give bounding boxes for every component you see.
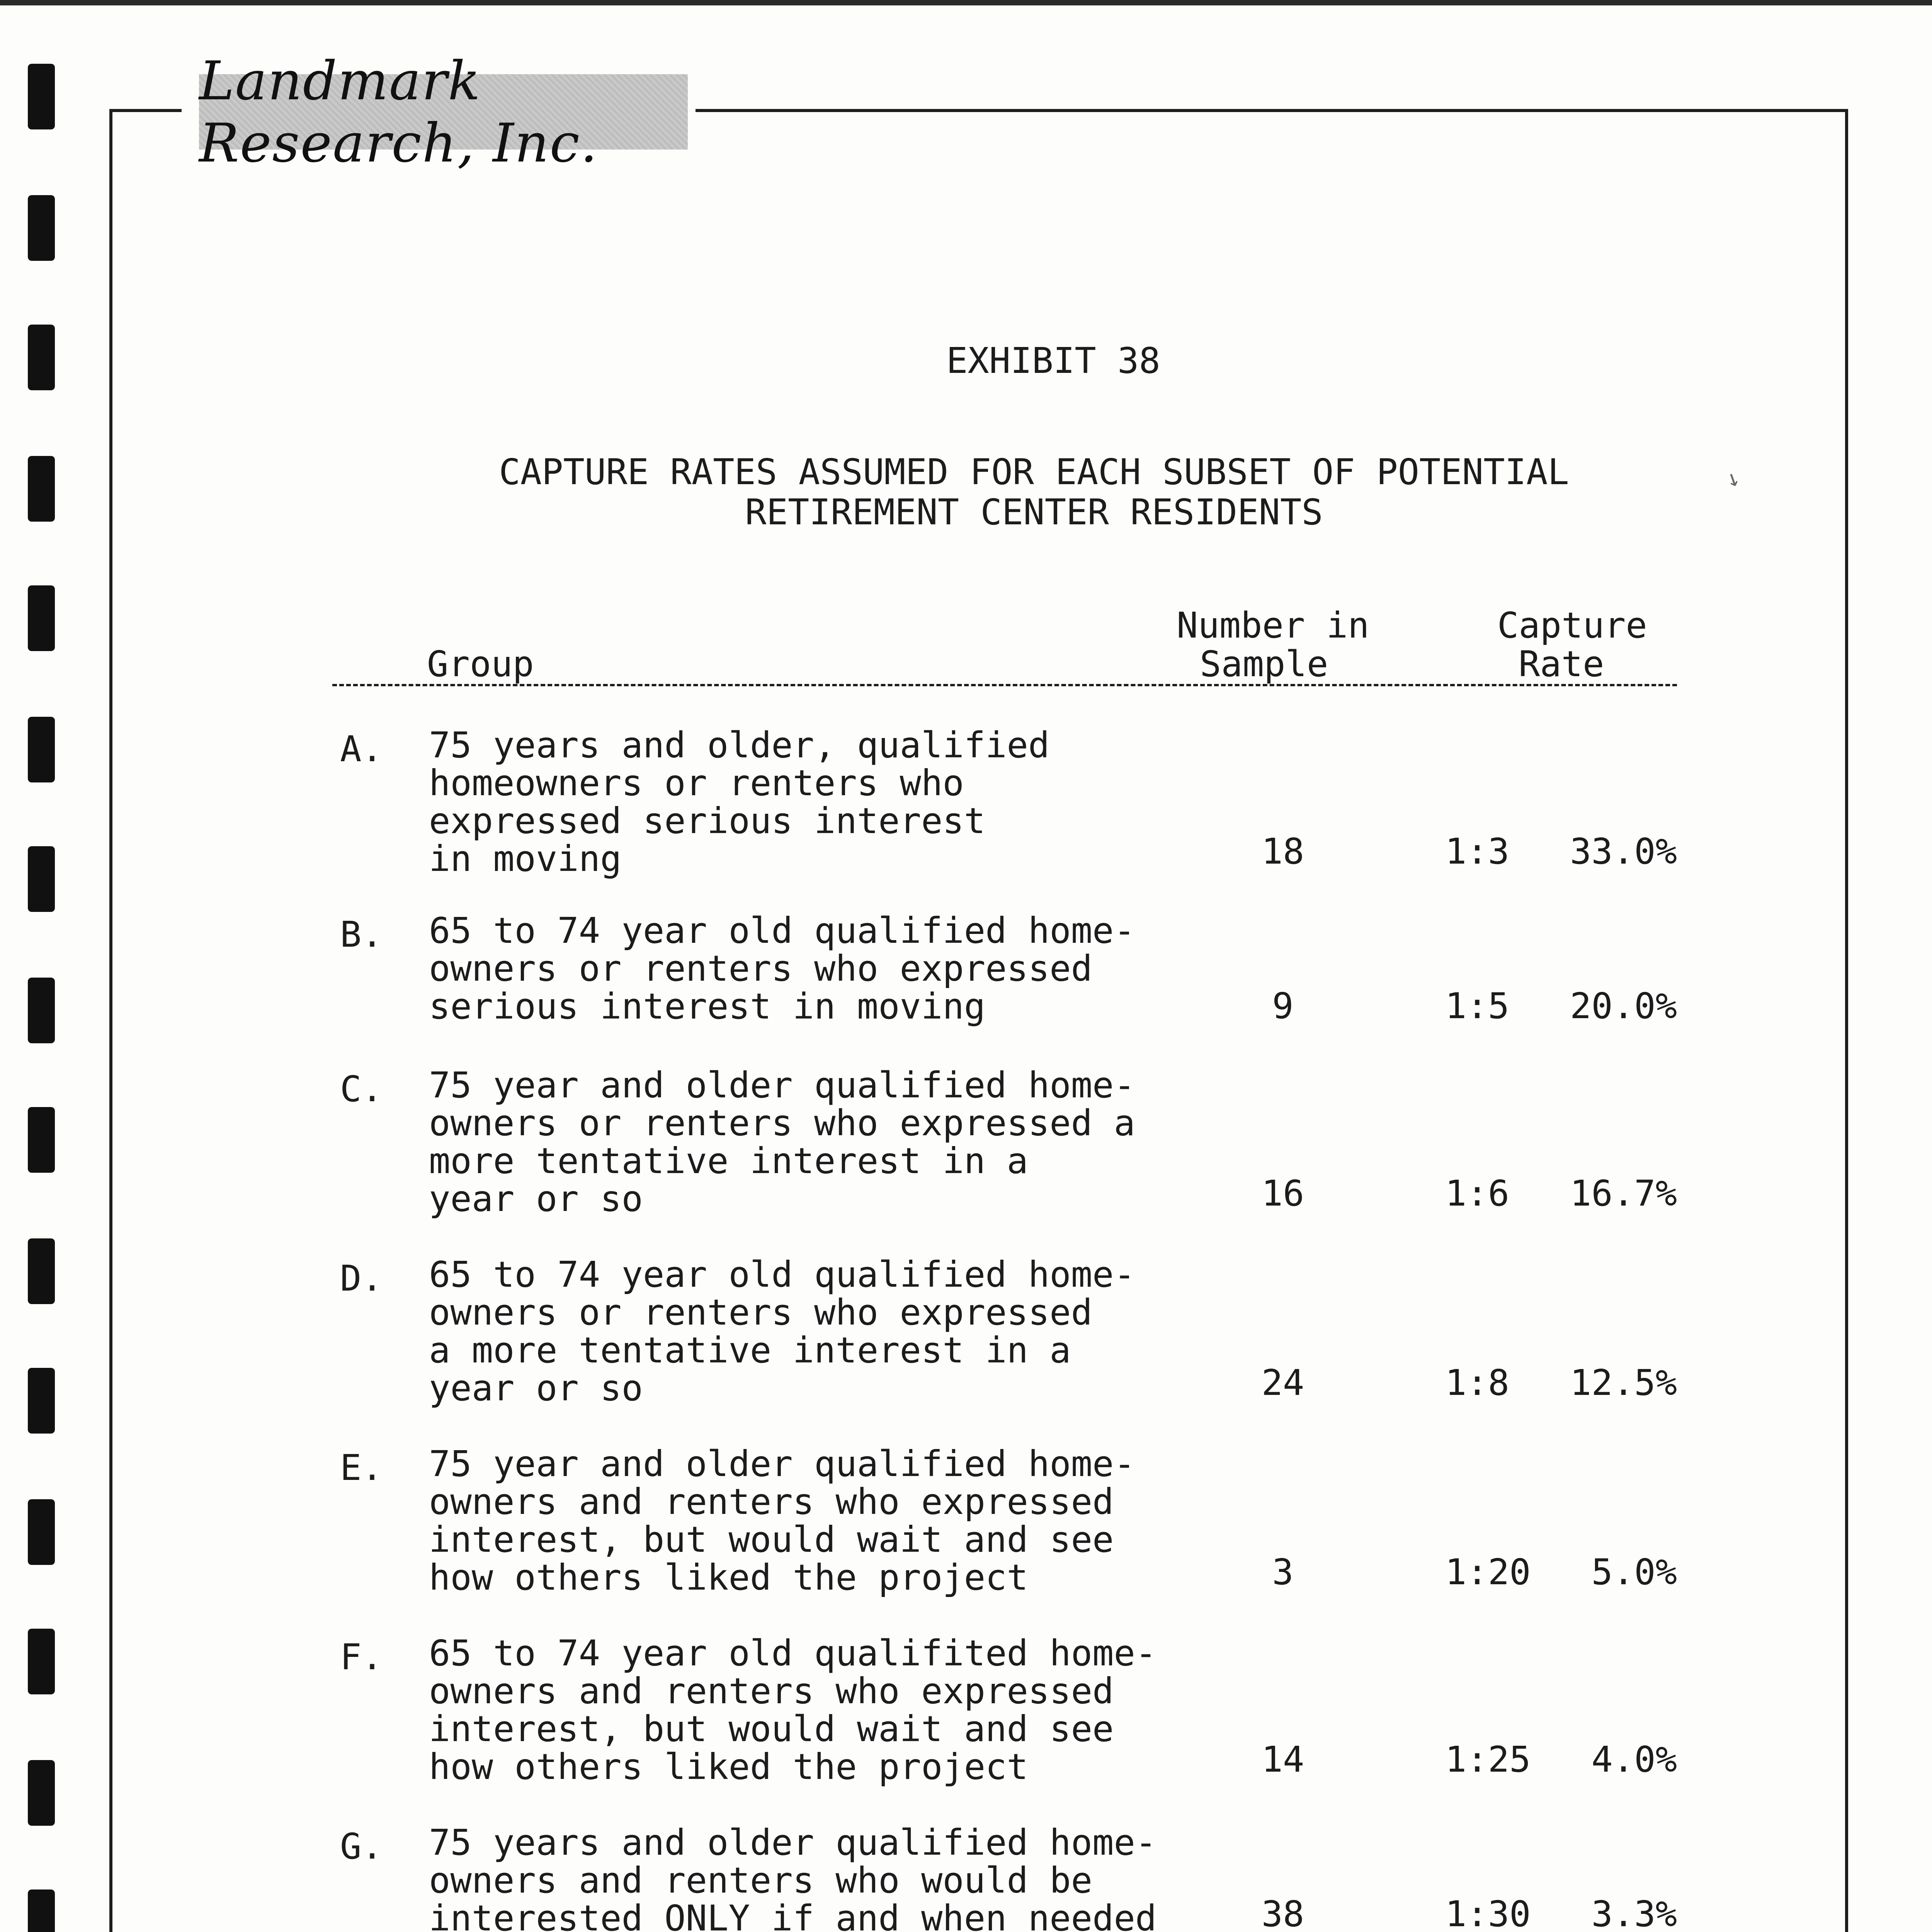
row-description-line: in moving: [429, 838, 622, 879]
row-description-line: interested ONLY if and when needed: [429, 1898, 1157, 1932]
row-description-line: a more tentative interest in a: [429, 1330, 1071, 1371]
row-description-line: how others liked the project: [429, 1746, 1028, 1787]
column-header-number-line1: Number in: [1177, 605, 1369, 646]
row-capture-ratio: 1:8: [1445, 1362, 1510, 1403]
company-logo-text: Landmark Research, Inc.: [199, 49, 598, 174]
stray-mark: ↘: [1722, 462, 1747, 493]
row-description: [429, 1066, 1233, 1218]
row-description-line: 75 year and older qualified home-: [429, 1443, 1135, 1485]
row-description: [429, 912, 1233, 1026]
row-capture-percent: 3.3%: [1591, 1893, 1677, 1932]
subtitle-line: CAPTURE RATES ASSUMED FOR EACH SUBSET OF POTENTIAL: [499, 451, 1569, 493]
row-description-line: more tentative interest in a: [429, 1140, 1028, 1182]
binding-hole: [28, 717, 55, 782]
subtitle-line: RETIREMENT CENTER RESIDENTS: [745, 492, 1323, 533]
row-letter: B.: [340, 914, 383, 955]
row-description-line: year or so: [429, 1178, 643, 1219]
row-description-line: owners and renters who expressed: [429, 1481, 1114, 1522]
exhibit-title: EXHIBIT 38: [946, 340, 1160, 381]
row-description-line: serious interest in moving: [429, 986, 986, 1027]
row-sample-number: 38: [1261, 1893, 1304, 1932]
exhibit-subtitle: [0, 452, 1932, 532]
row-description-line: interest, but would wait and see: [429, 1519, 1114, 1560]
header-rule: [332, 684, 1677, 686]
row-description-line: interest, but would wait and see: [429, 1708, 1114, 1750]
binding-hole: [28, 1760, 55, 1826]
row-sample-number: 18: [1261, 831, 1304, 872]
row-description-line: owners or renters who expressed: [429, 1292, 1093, 1333]
company-logo: [199, 49, 688, 174]
row-letter: D.: [340, 1258, 383, 1299]
row-capture-ratio: 1:3: [1445, 831, 1510, 872]
row-letter: E.: [340, 1447, 383, 1488]
row-sample-number: 16: [1261, 1173, 1304, 1214]
row-description: [429, 1445, 1233, 1597]
row-description-line: owners or renters who expressed: [429, 948, 1093, 989]
row-description-line: 65 to 74 year old qualified home-: [429, 1254, 1135, 1295]
row-description-line: expressed serious interest: [429, 800, 986, 842]
column-header-capture-line2: Rate: [1519, 643, 1604, 685]
row-description-line: 75 years and older, qualified: [429, 724, 1050, 766]
row-description-line: owners or renters who expressed a: [429, 1102, 1135, 1144]
row-capture-ratio: 1:30: [1445, 1893, 1531, 1932]
row-description-line: year or so: [429, 1367, 643, 1409]
binding-hole: [28, 1368, 55, 1434]
binding-hole: [28, 585, 55, 651]
row-capture-percent: 20.0%: [1570, 985, 1677, 1027]
row-description-line: owners and renters who expressed: [429, 1670, 1114, 1712]
binding-hole: [28, 195, 55, 261]
row-capture-ratio: 1:5: [1445, 985, 1510, 1027]
row-description: [429, 1824, 1233, 1932]
row-capture-percent: 16.7%: [1570, 1173, 1677, 1214]
row-description-line: 65 to 74 year old qualifited home-: [429, 1633, 1157, 1674]
row-description-line: 75 years and older qualified home-: [429, 1822, 1157, 1863]
row-capture-percent: 12.5%: [1570, 1362, 1677, 1403]
column-header-capture-line1: Capture: [1497, 605, 1647, 646]
column-header-number-line2: Sample: [1200, 643, 1328, 685]
row-capture-ratio: 1:25: [1445, 1739, 1531, 1780]
row-description-line: 75 year and older qualified home-: [429, 1065, 1135, 1106]
row-description-line: how others liked the project: [429, 1557, 1028, 1598]
row-sample-number: 3: [1272, 1551, 1294, 1593]
row-sample-number: 24: [1261, 1362, 1304, 1403]
binding-hole: [28, 1629, 55, 1694]
row-description-line: 65 to 74 year old qualified home-: [429, 910, 1135, 951]
binding-hole: [28, 846, 55, 912]
row-capture-percent: 33.0%: [1570, 831, 1677, 872]
row-description: [429, 1634, 1233, 1786]
page-top-edge: [0, 0, 1932, 5]
binding-hole: [28, 64, 55, 129]
row-capture-percent: 5.0%: [1591, 1551, 1677, 1593]
row-letter: A.: [340, 728, 383, 770]
row-capture-percent: 4.0%: [1591, 1739, 1677, 1780]
row-description-line: homeowners or renters who: [429, 762, 964, 804]
row-description: [429, 726, 1233, 878]
row-letter: C.: [340, 1068, 383, 1110]
row-letter: F.: [340, 1636, 383, 1678]
row-capture-ratio: 1:20: [1445, 1551, 1531, 1593]
row-capture-ratio: 1:6: [1445, 1173, 1510, 1214]
binding-hole: [28, 1499, 55, 1565]
row-sample-number: 14: [1261, 1739, 1304, 1780]
row-description-line: owners and renters who would be: [429, 1860, 1093, 1901]
binding-hole: [28, 1889, 55, 1932]
binding-hole: [28, 1107, 55, 1173]
row-sample-number: 9: [1272, 985, 1294, 1027]
column-header-group: Group: [427, 643, 534, 685]
binding-hole: [28, 1238, 55, 1304]
binding-hole: [28, 978, 55, 1043]
row-description: [429, 1256, 1233, 1407]
row-letter: G.: [340, 1826, 383, 1867]
